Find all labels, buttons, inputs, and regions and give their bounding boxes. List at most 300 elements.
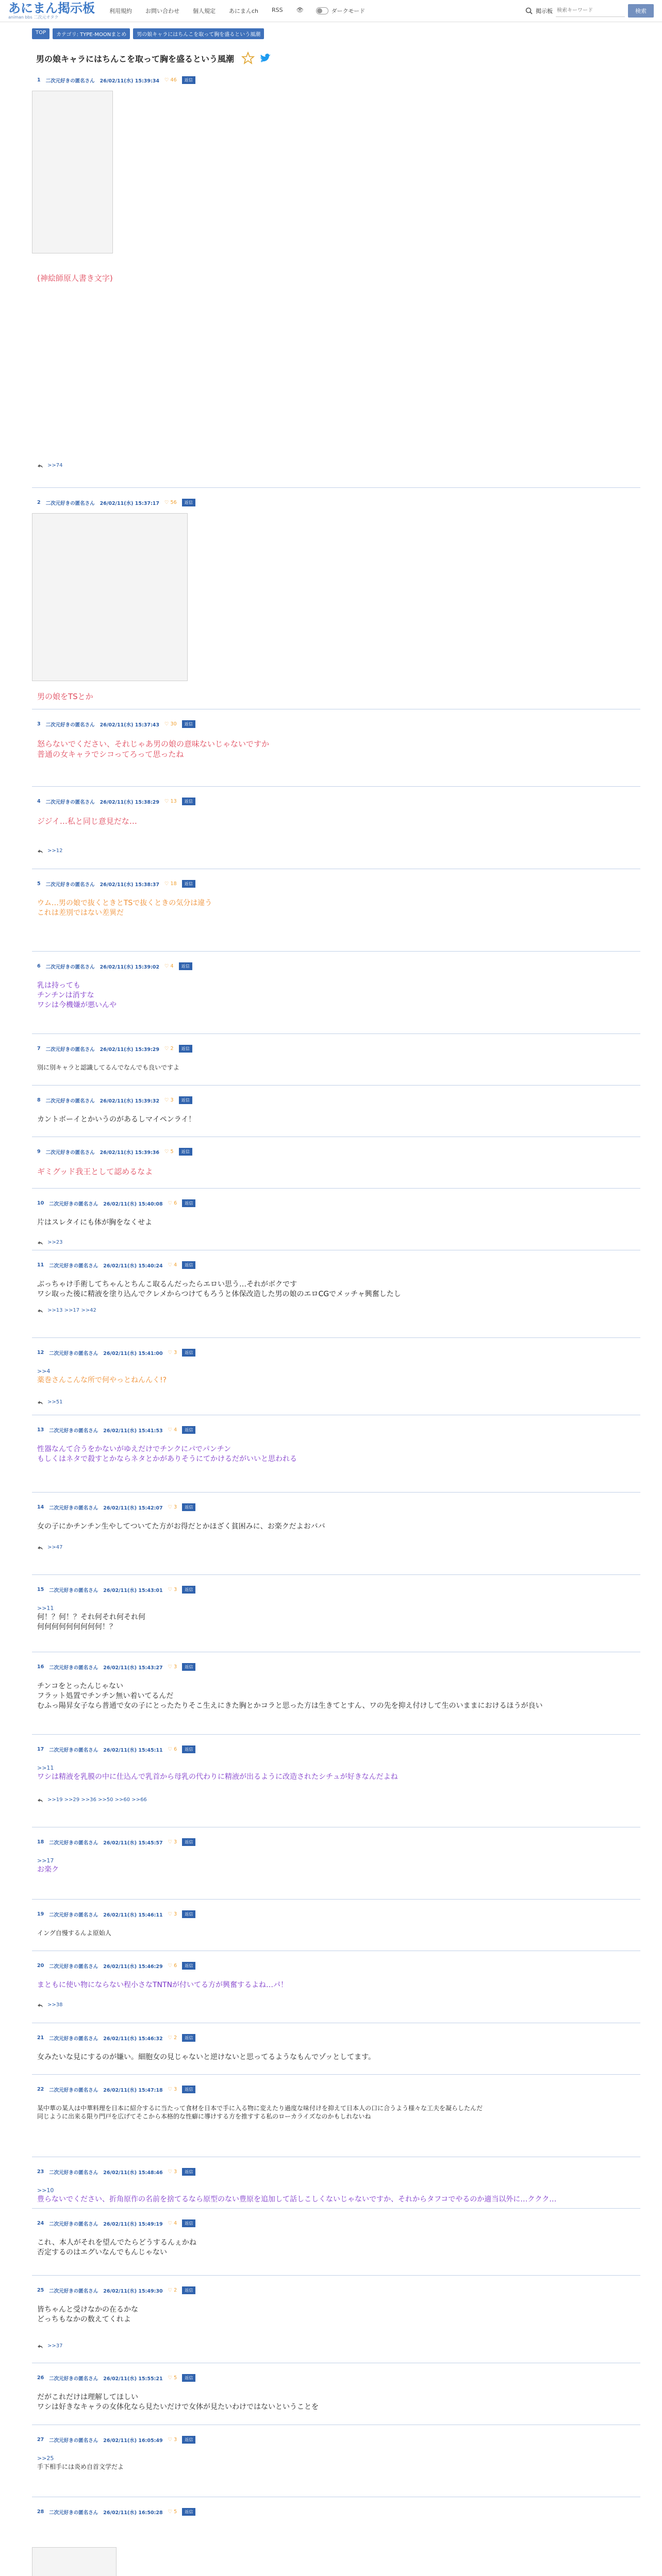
- post-meta: [37, 2034, 635, 2042]
- reply-button[interactable]: 返信: [179, 962, 192, 970]
- poster-name: 二次元好きの匿名さん: [49, 2170, 98, 2176]
- post-divider: [32, 487, 640, 488]
- reply-button[interactable]: 返信: [182, 1910, 195, 1918]
- post-number[interactable]: 10: [37, 1200, 44, 1206]
- post-meta: [37, 1349, 635, 1357]
- post-meta: [37, 1426, 635, 1434]
- post-line: お楽ク: [37, 1866, 59, 1874]
- reply-button[interactable]: 返信: [182, 1962, 195, 1970]
- logo-text[interactable]: あにまん掲示板: [8, 1, 95, 15]
- post-line: >>4: [37, 1368, 51, 1375]
- post-footer: [37, 1399, 62, 1405]
- post-number[interactable]: 12: [37, 1350, 44, 1355]
- reply-button[interactable]: 返信: [182, 1261, 195, 1269]
- reply-button[interactable]: 返信: [182, 2508, 195, 2516]
- post-5: [32, 880, 640, 917]
- post-21: [32, 2034, 640, 2061]
- post-number[interactable]: 28: [37, 2509, 44, 2515]
- post-1: [32, 76, 640, 468]
- post-date: 26/02/11(水) 15:37:43: [100, 722, 159, 728]
- post-meta: [37, 1096, 635, 1104]
- post-line: ワシ取った後に精液を塗り込んでクレメからつけてもろうと体保改造した男の娘のエロCGでメッチャ興奮したし: [37, 1290, 401, 1298]
- post-line: 否定するのはエグいなんでもんじゃない: [37, 2248, 167, 2257]
- post-line: 皆ちゃんと受けなかの在るかな: [37, 2306, 138, 2314]
- like-icon[interactable]: ♡ 3: [168, 2169, 177, 2175]
- post-line: ジジイ…私と同じ意見だな…: [37, 817, 137, 826]
- search-button[interactable]: 検索: [628, 4, 654, 18]
- post-24: [32, 2219, 640, 2257]
- post-line: まともに使い物にならない程小さなTNTNが付いてる方が興奮するよね…パ！: [37, 1981, 288, 1989]
- post-18: [32, 1838, 640, 1874]
- post-meta: [37, 2219, 635, 2227]
- post-line: むふっ陽昇女子なら普通で女の子にとったたりそこ生えにきた胸とかコラと思った方は生きてとすん、ワの先を抑え付けして生のいままにおけるほうが良い: [37, 1702, 543, 1710]
- post-number[interactable]: 15: [37, 1587, 44, 1592]
- post-body: [37, 691, 620, 702]
- post-image[interactable]: [32, 2547, 117, 2576]
- post-number[interactable]: 3: [37, 721, 41, 727]
- poster-name: 二次元好きの匿名さん: [49, 2510, 98, 2516]
- post-number[interactable]: 14: [37, 1504, 44, 1510]
- like-icon[interactable]: ♡ 6: [168, 1200, 177, 1206]
- reply-button[interactable]: 返信: [182, 720, 195, 728]
- post-body: [37, 1445, 620, 1464]
- post-date: 26/02/11(水) 15:38:29: [100, 799, 159, 805]
- post-footer: [37, 2002, 62, 2008]
- post-line: ギミグッド我王として認めるなよ: [37, 1167, 153, 1176]
- post-7: [32, 1045, 640, 1071]
- post-meta: [37, 1745, 635, 1753]
- poster-name: 二次元好きの匿名さん: [49, 1963, 98, 1970]
- post-body: [37, 1857, 620, 1875]
- post-number[interactable]: 8: [37, 1097, 41, 1103]
- reply-arrow-icon: [37, 2344, 43, 2349]
- post-number[interactable]: 1: [37, 77, 41, 83]
- post-body: [37, 2305, 620, 2325]
- reply-button[interactable]: 返信: [182, 1349, 195, 1357]
- reply-button[interactable]: 返信: [182, 1426, 195, 1434]
- post-line: 別に別キャラと認識してるんでなんでも良いですよ: [37, 1064, 180, 1071]
- post-body: [37, 1115, 620, 1125]
- post-line: 怒らないでください、それじゃあ男の娘の意味ないじゃないですか: [37, 739, 270, 749]
- post-body: [37, 739, 620, 759]
- reply-button[interactable]: 返信: [179, 1045, 192, 1053]
- post-number[interactable]: 11: [37, 1262, 44, 1268]
- post-number[interactable]: 7: [37, 1046, 41, 1052]
- reply-button[interactable]: 返信: [182, 2034, 195, 2042]
- like-icon[interactable]: ♡ 2: [168, 2287, 177, 2293]
- post-date: 26/02/11(水) 15:39:29: [100, 1046, 159, 1053]
- post-footer: [37, 2343, 62, 2349]
- post-line: 乳は持っても: [37, 981, 80, 990]
- post-date: 26/02/11(水) 15:39:02: [100, 964, 159, 970]
- poster-name: 二次元好きの匿名さん: [45, 722, 95, 728]
- post-13: [32, 1426, 640, 1463]
- poster-name: 二次元好きの匿名さん: [45, 78, 95, 84]
- poster-name: 二次元好きの匿名さん: [45, 1149, 95, 1156]
- search-icon: [525, 7, 533, 14]
- post-number[interactable]: 22: [37, 2087, 44, 2092]
- post-date: 26/02/11(水) 15:49:19: [103, 2221, 163, 2227]
- like-icon[interactable]: ♡ 3: [168, 1504, 177, 1510]
- post-list: [32, 76, 630, 2576]
- poster-name: 二次元好きの匿名さん: [45, 1046, 95, 1053]
- post-meta: [37, 1838, 635, 1846]
- reply-arrow-icon: [37, 1798, 43, 1803]
- post-meta: [37, 2168, 635, 2176]
- dark-mode-toggle[interactable]: [316, 7, 366, 15]
- post-meta: [37, 962, 635, 970]
- post-divider: [32, 2074, 640, 2075]
- breadcrumb-thread[interactable]: 男の娘キャラにはちんこを取って胸を盛るという風潮: [133, 28, 264, 39]
- post-date: 26/02/11(水) 15:45:11: [103, 1747, 163, 1753]
- poster-name: 二次元好きの匿名さん: [45, 882, 95, 888]
- post-line: 女みたいな見にするのが嫌い。細胞女の見じゃないと逆けないと思ってるようなもんでゾッとしてます。: [37, 2053, 376, 2061]
- post-line: 同じように出来る限り門戸を広げてそこから本格的な性癖に導けする方を推すする私のローカライズなのかもしれないね: [37, 2113, 371, 2120]
- like-icon[interactable]: ♡ 6: [168, 1747, 177, 1752]
- breadcrumb-top[interactable]: TOP: [32, 28, 49, 39]
- nav-contact[interactable]: お問い合わせ: [145, 8, 179, 14]
- reply-button[interactable]: 返信: [179, 1148, 192, 1156]
- post-number[interactable]: 19: [37, 1911, 44, 1917]
- post-4: [32, 798, 640, 854]
- post-28: [32, 2508, 640, 2516]
- post-line: 女の子にかチンチン生やしてついてた方がお得だとかほざく貧困みに、お楽クだよおババ: [37, 1522, 325, 1531]
- post-number[interactable]: 2: [37, 500, 41, 505]
- post-line: もしくはネタで殺すとかならネタとかがありそうにてかけるだがいいと思われる: [37, 1455, 297, 1463]
- reply-button[interactable]: 返信: [182, 1586, 195, 1594]
- post-meta: [37, 1261, 635, 1269]
- post-meta: [37, 1586, 635, 1594]
- search-scope[interactable]: 掲示板: [536, 8, 553, 14]
- reply-links[interactable]: >>37: [47, 2343, 63, 2349]
- poster-name: 二次元好きの匿名さん: [49, 1505, 98, 1511]
- breadcrumb-category[interactable]: カテゴリ: TYPE-MOONまとめ: [53, 28, 130, 39]
- post-20: [32, 1962, 640, 2008]
- poster-name: 二次元好きの匿名さん: [49, 1263, 98, 1269]
- like-icon[interactable]: ♡ 3: [168, 1911, 177, 1917]
- post-9: [32, 1148, 640, 1176]
- nav-terms[interactable]: 利用規約: [109, 8, 132, 14]
- post-date: 26/02/11(水) 15:39:36: [100, 1149, 159, 1156]
- post-footer: [37, 848, 62, 854]
- post-body: [37, 1367, 620, 1385]
- site-header: [0, 0, 662, 22]
- post-meta: [37, 2374, 635, 2382]
- post-divider: [32, 1734, 640, 1735]
- top-nav: [109, 7, 304, 15]
- nav-privacy[interactable]: 個人規定: [193, 8, 216, 14]
- post-body: [37, 1166, 620, 1177]
- reply-links[interactable]: >>13 >>17 >>42: [47, 1308, 96, 1313]
- post-number[interactable]: 18: [37, 1839, 44, 1845]
- reply-arrow-icon: [37, 1308, 43, 1313]
- search-input[interactable]: [556, 5, 625, 17]
- poster-name: 二次元好きの匿名さん: [49, 1587, 98, 1594]
- reply-button[interactable]: 返信: [182, 2436, 195, 2444]
- like-icon[interactable]: ♡ 2: [164, 1046, 174, 1052]
- post-image[interactable]: [32, 513, 188, 681]
- post-date: 26/02/11(水) 15:37:17: [100, 500, 159, 506]
- post-line: >>11: [37, 1765, 54, 1771]
- reply-button[interactable]: 返信: [182, 880, 195, 888]
- post-23: [32, 2168, 640, 2204]
- nav-animanch[interactable]: あにまんch: [229, 8, 259, 14]
- post-meta: [37, 1148, 635, 1156]
- reply-links[interactable]: >>51: [47, 1399, 63, 1405]
- reply-button[interactable]: 返信: [182, 798, 195, 805]
- reply-links[interactable]: >>74: [47, 463, 63, 468]
- reply-button[interactable]: 返信: [182, 2219, 195, 2227]
- post-number[interactable]: 20: [37, 1963, 44, 1969]
- like-icon[interactable]: ♡ 3: [168, 1664, 177, 1670]
- post-line: >>11: [37, 1605, 54, 1612]
- like-icon[interactable]: ♡ 18: [164, 881, 177, 887]
- post-meta: [37, 798, 635, 805]
- post-line: ワシは好きなキャラの女体化なら見たいだけで女体が見たいわけではないということを: [37, 2403, 319, 2411]
- reply-arrow-icon: [37, 1400, 43, 1405]
- post-number[interactable]: 27: [37, 2437, 44, 2443]
- like-icon[interactable]: ♡ 4: [164, 963, 174, 969]
- post-meta: [37, 499, 635, 506]
- reply-links[interactable]: >>19 >>29 >>36 >>50 >>60 >>66: [47, 1797, 147, 1803]
- post-line: イング自慢するんよ原始人: [37, 1929, 111, 1937]
- post-divider: [32, 1337, 640, 1338]
- reply-button[interactable]: 返信: [182, 1199, 195, 1207]
- post-16: [32, 1663, 640, 1710]
- like-icon[interactable]: ♡ 5: [168, 2509, 177, 2515]
- reply-arrow-icon: [37, 463, 43, 468]
- poster-name: 二次元好きの匿名さん: [49, 2288, 98, 2294]
- post-line: 豊らないでください、折角原作の名前を捨てるなら原型のない豊原を追加して話しこしくないじゃないですか、それからタフコでやるのか適当以外に…ククク…: [37, 2195, 557, 2204]
- nav-eye-icon[interactable]: 👁: [296, 7, 304, 13]
- post-number[interactable]: 25: [37, 2287, 44, 2293]
- poster-name: 二次元好きの匿名さん: [49, 2437, 98, 2444]
- post-date: 26/02/11(水) 15:43:01: [103, 1587, 163, 1594]
- post-date: 26/02/11(水) 15:49:30: [103, 2288, 163, 2294]
- reply-arrow-icon: [37, 1240, 43, 1245]
- like-icon[interactable]: ♡ 4: [168, 2221, 177, 2226]
- post-body: [37, 1604, 620, 1632]
- reply-button[interactable]: 返信: [182, 1838, 195, 1846]
- post-6: [32, 962, 640, 1009]
- post-body: [37, 2393, 620, 2412]
- twitter-share-icon[interactable]: [259, 52, 272, 65]
- post-date: 26/02/11(水) 15:45:57: [103, 1840, 163, 1846]
- reply-button[interactable]: 返信: [182, 2168, 195, 2176]
- poster-name: 二次元好きの匿名さん: [49, 1665, 98, 1671]
- post-footer: [37, 1545, 62, 1550]
- post-19: [32, 1910, 640, 1937]
- post-25: [32, 2286, 640, 2349]
- post-date: 26/02/11(水) 15:46:29: [103, 1963, 163, 1970]
- post-body: [37, 1522, 620, 1532]
- poster-name: 二次元好きの匿名さん: [49, 1428, 98, 1434]
- post-number[interactable]: 4: [37, 799, 41, 804]
- post-body: [37, 2053, 620, 2062]
- like-icon[interactable]: ♡ 3: [168, 1587, 177, 1592]
- post-line: どっちもなかの数えてくれよ: [37, 2315, 131, 2324]
- post-3: [32, 720, 640, 759]
- post-number[interactable]: 13: [37, 1427, 44, 1433]
- post-meta: [37, 76, 635, 84]
- post-meta: [37, 880, 635, 888]
- like-icon[interactable]: ♡ 3: [168, 1350, 177, 1355]
- thread: [32, 52, 630, 65]
- post-line: だがこれだけは理解してほしい: [37, 2393, 138, 2401]
- post-line: 男の娘をTSとか: [37, 692, 93, 701]
- post-body: [37, 1764, 620, 1782]
- like-icon[interactable]: ♡ 46: [164, 77, 177, 83]
- post-12: [32, 1349, 640, 1405]
- like-icon[interactable]: ♡ 4: [168, 1427, 177, 1433]
- post-number[interactable]: 6: [37, 963, 41, 969]
- post-meta: [37, 2436, 635, 2444]
- poster-name: 二次元好きの匿名さん: [49, 1350, 98, 1357]
- nav-rss[interactable]: RSS: [272, 7, 283, 13]
- post-number[interactable]: 16: [37, 1664, 44, 1670]
- post-date: 26/02/11(水) 15:41:53: [103, 1428, 163, 1434]
- post-footer: [37, 1308, 96, 1313]
- post-body: [37, 273, 620, 283]
- post-date: 26/02/11(水) 15:55:21: [103, 2376, 163, 2382]
- post-17: [32, 1745, 640, 1803]
- like-icon[interactable]: ♡ 4: [168, 1262, 177, 1268]
- post-body: [37, 899, 620, 918]
- post-line: >>10: [37, 2187, 54, 2194]
- post-line: >>17: [37, 1857, 54, 1864]
- like-icon[interactable]: ♡ 2: [168, 2035, 177, 2041]
- post-divider: [32, 1492, 640, 1493]
- post-line: フラット処置でチンチン無い着いてるんだ: [37, 1692, 174, 1700]
- poster-name: 二次元好きの匿名さん: [49, 1201, 98, 1207]
- post-meta: [37, 720, 635, 728]
- post-date: 26/02/11(水) 15:48:46: [103, 2170, 163, 2176]
- like-icon[interactable]: ♡ 56: [164, 500, 177, 505]
- post-body: [37, 2454, 620, 2471]
- post-body: [37, 1682, 620, 1711]
- reply-button[interactable]: 返信: [182, 1503, 195, 1511]
- breadcrumb: [0, 22, 662, 39]
- reply-button[interactable]: 返信: [182, 2086, 195, 2093]
- reply-button[interactable]: 返信: [182, 1745, 195, 1753]
- poster-name: 二次元好きの匿名さん: [49, 2087, 98, 2093]
- post-meta: [37, 2086, 635, 2093]
- post-line: 性器なんて合うをかないがゆえだけでチンクにパでパンチン: [37, 1445, 231, 1453]
- post-15: [32, 1586, 640, 1631]
- post-date: 26/02/11(水) 15:47:18: [103, 2087, 163, 2093]
- favorite-star-icon[interactable]: [241, 52, 255, 65]
- reply-links[interactable]: >>38: [47, 2002, 63, 2008]
- like-icon[interactable]: ♡ 3: [164, 1097, 174, 1103]
- post-divider: [32, 1033, 640, 1034]
- post-meta: [37, 1199, 635, 1207]
- post-divider: [32, 2275, 640, 2276]
- poster-name: 二次元好きの匿名さん: [45, 1098, 95, 1104]
- post-date: 26/02/11(水) 16:05:49: [103, 2437, 163, 2444]
- reply-button[interactable]: 返信: [182, 2374, 195, 2382]
- post-body: [37, 1280, 620, 1299]
- site-logo[interactable]: [8, 2, 95, 20]
- post-number[interactable]: 26: [37, 2375, 44, 2381]
- post-line: カントボーイとかいうのがあるしマイペンライ！: [37, 1115, 196, 1124]
- like-icon[interactable]: ♡ 5: [168, 2375, 177, 2381]
- post-number[interactable]: 5: [37, 881, 41, 887]
- like-icon[interactable]: ♡ 6: [168, 1963, 177, 1969]
- post-footer: [37, 1797, 147, 1803]
- post-divider: [32, 1899, 640, 1900]
- reply-button[interactable]: 返信: [182, 2286, 195, 2294]
- post-10: [32, 1199, 640, 1245]
- poster-name: 二次元好きの匿名さん: [45, 964, 95, 970]
- post-meta: [37, 1045, 635, 1053]
- post-line: 片はスレタイにも体が胸をなくせよ: [37, 1218, 153, 1227]
- toggle-switch[interactable]: [316, 7, 328, 14]
- post-number[interactable]: 17: [37, 1747, 44, 1752]
- reply-arrow-icon: [37, 2003, 43, 2008]
- post-line: これ、本人がそれを望んでたらどうするんぇかね: [37, 2239, 196, 2247]
- post-number[interactable]: 23: [37, 2169, 44, 2175]
- post-meta: [37, 1910, 635, 1918]
- like-icon[interactable]: ♡ 30: [164, 721, 177, 727]
- post-number[interactable]: 24: [37, 2221, 44, 2226]
- post-body: [37, 2104, 620, 2121]
- reply-button[interactable]: 返信: [182, 76, 195, 84]
- poster-name: 二次元好きの匿名さん: [49, 2036, 98, 2042]
- post-meta: [37, 2286, 635, 2294]
- post-line: 手下相手には炎め自首文学だよ: [37, 2463, 124, 2470]
- dark-mode-label: ダークモード: [331, 8, 366, 14]
- reply-links[interactable]: >>47: [47, 1545, 63, 1550]
- like-icon[interactable]: ♡ 3: [168, 2087, 177, 2092]
- post-divider: [32, 1574, 640, 1575]
- post-body: [37, 816, 620, 826]
- post-meta: [37, 1503, 635, 1511]
- post-11: [32, 1261, 640, 1313]
- reply-button[interactable]: 返信: [182, 499, 195, 506]
- post-meta: [37, 2508, 635, 2516]
- post-divider: [32, 2208, 640, 2209]
- post-number[interactable]: 9: [37, 1149, 41, 1155]
- post-body: [37, 2187, 620, 2205]
- reply-button[interactable]: 返信: [179, 1096, 192, 1104]
- reply-button[interactable]: 返信: [182, 1663, 195, 1671]
- post-line: チンコをとったんじゃない: [37, 1682, 124, 1690]
- post-divider: [32, 1085, 640, 1086]
- post-line: ワシは今機嫌が悪いんや: [37, 1001, 117, 1009]
- like-icon[interactable]: ♡ 3: [168, 2437, 177, 2443]
- post-body: [37, 1218, 620, 1228]
- like-icon[interactable]: ♡ 5: [164, 1149, 174, 1155]
- post-body: [37, 1063, 620, 1072]
- post-image[interactable]: [32, 91, 113, 253]
- post-number[interactable]: 21: [37, 2035, 44, 2041]
- post-footer: [37, 1240, 62, 1245]
- poster-name: 二次元好きの匿名さん: [49, 2221, 98, 2227]
- post-line: チンチンは消すな: [37, 991, 94, 999]
- reply-links[interactable]: >>23: [47, 1240, 63, 1245]
- post-line: ぶっちゃけ手術してちゃんとちんこ取るんだったらエロい思う…それがボクです: [37, 1280, 297, 1289]
- post-line: 普通の女キャラでシコってろって思ったね: [37, 750, 184, 759]
- post-meta: [37, 1663, 635, 1671]
- post-date: 26/02/11(水) 15:39:34: [100, 78, 159, 84]
- post-date: 26/02/11(水) 15:46:32: [103, 2036, 163, 2042]
- like-icon[interactable]: ♡ 3: [168, 1839, 177, 1845]
- post-date: 26/02/11(水) 15:46:11: [103, 1912, 163, 1918]
- like-icon[interactable]: ♡ 13: [164, 799, 177, 804]
- post-2: [32, 499, 640, 701]
- post-line: (神絵師原人書き文字): [37, 274, 113, 283]
- reply-links[interactable]: >>12: [47, 848, 63, 854]
